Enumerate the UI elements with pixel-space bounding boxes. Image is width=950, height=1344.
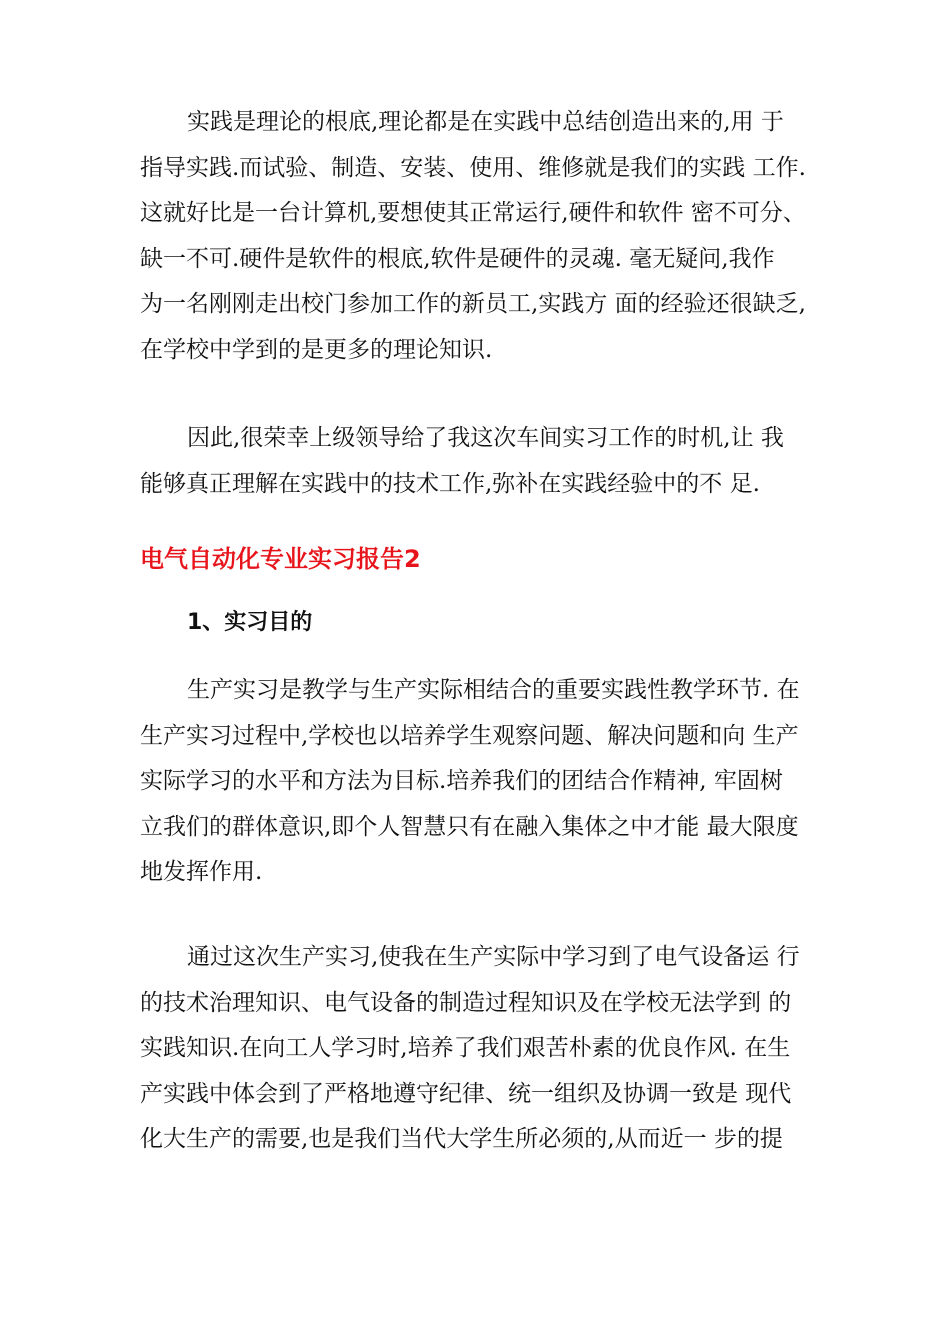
text-line: 缺一不可.硬件是软件的根底,软件是硬件的灵魂. 毫无疑问,我作 (140, 245, 775, 272)
text-line: 实际学习的水平和方法为目标.培养我们的团结合作精神, 牢固树 (140, 768, 783, 794)
paragraph-opportunity (140, 416, 830, 507)
paragraph-practice-theory (140, 100, 830, 373)
text-line: 立我们的群体意识,即个人智慧只有在融入集体之中才能 最大限度 (140, 813, 799, 840)
text-line: 通过这次生产实习,使我在生产实际中学习到了电气设备运 行 (187, 944, 800, 970)
text-line: 地发挥作用. (140, 859, 263, 885)
text-line: 实践知识.在向工人学习时,培养了我们艰苦朴素的优良作风. 在生 (140, 1035, 791, 1061)
text-line: 实践是理论的根底,理论都是在实践中总结创造出来的,用 于 (187, 109, 784, 135)
paragraph-internship-purpose (140, 668, 830, 896)
text-line: 生产实习是教学与生产实际相结合的重要实践性教学环节. 在 (187, 677, 800, 703)
section-heading: 电气自动化专业实习报告2 (140, 545, 421, 573)
text-line: 能够真正理解在实践中的技术工作,弥补在实践经验中的不 足. (140, 470, 760, 497)
text-line: 生产实习过程中,学校也以培养学生观察问题、解决问题和向 生产 (140, 722, 799, 749)
text-line: 这就好比是一台计算机,要想使其正常运行,硬件和软件 密不可分、 (140, 200, 806, 226)
text-line: 指导实践.而试验、制造、安装、使用、维修就是我们的实践 工作. (140, 154, 806, 181)
text-line: 为一名刚刚走出校门参加工作的新员工,实践方 面的经验还很缺乏, (140, 291, 806, 317)
text-line: 在学校中学到的是更多的理论知识. (140, 336, 493, 363)
text-line: 产实践中体会到了严格地遵守纪律、统一组织及协调一致是 现代 (140, 1080, 792, 1107)
text-line: 因此,很荣幸上级领导给了我这次车间实习工作的时机,让 我 (187, 425, 784, 451)
text-line: 化大生产的需要,也是我们当代大学生所必须的,从而近一 步的提 (140, 1126, 783, 1152)
subsection-heading: 1、实习目的 (187, 610, 313, 635)
text-line: 的技术治理知识、电气设备的制造过程知识及在学校无法学到 的 (140, 989, 792, 1016)
paragraph-internship-gains (140, 935, 830, 1163)
